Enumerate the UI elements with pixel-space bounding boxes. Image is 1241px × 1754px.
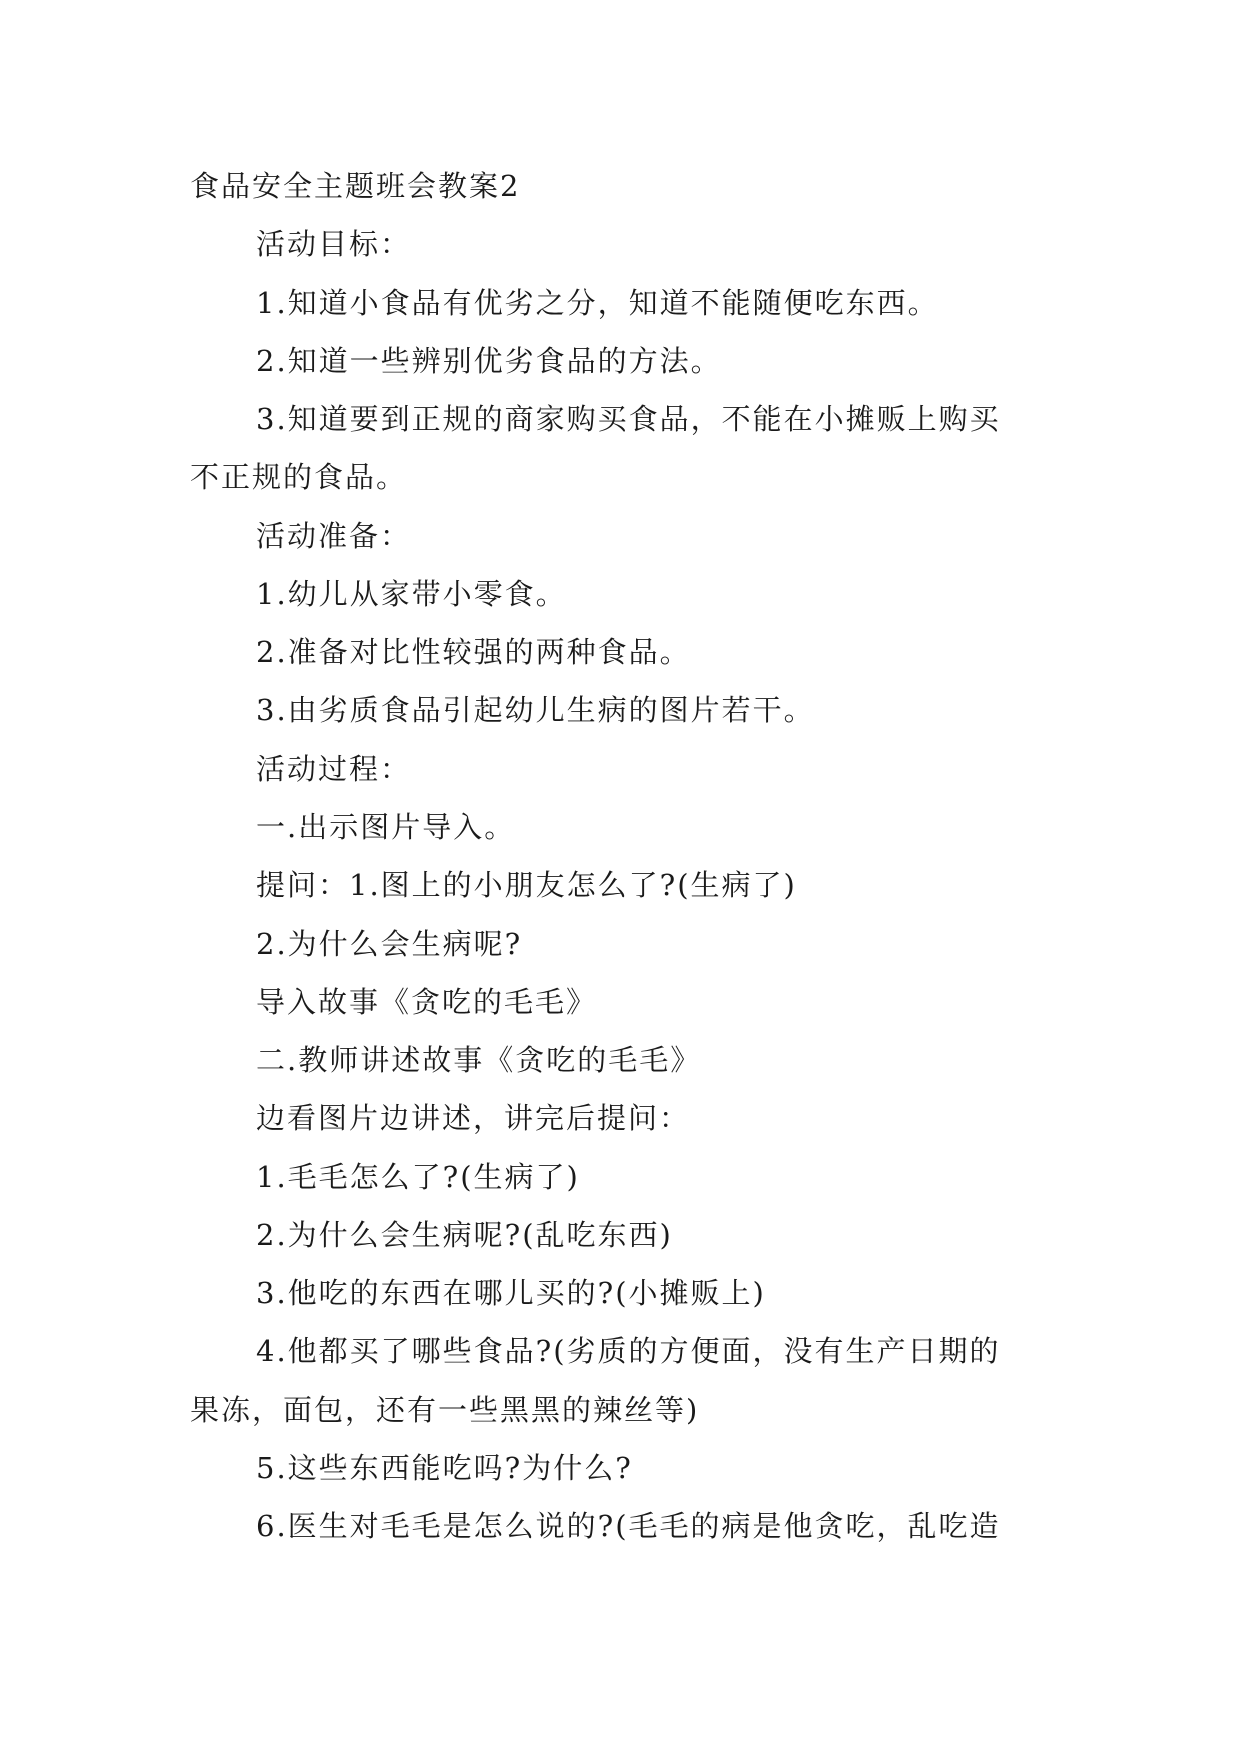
list-item: 2.准备对比性较强的两种食品。 [256, 635, 691, 669]
section-heading: 活动目标： [256, 227, 412, 261]
list-item-continuation: 不正规的食品。 [190, 460, 408, 494]
paragraph-line: 边看图片边讲述，讲完后提问： [256, 1101, 691, 1135]
list-item: 1.知道小食品有优劣之分，知道不能随便吃东西。 [256, 286, 939, 320]
question-line: 2.为什么会生病呢? [256, 927, 523, 961]
list-item: 3.知道要到正规的商家购买食品，不能在小摊贩上购买 [256, 402, 1001, 436]
step-heading: 二.教师讲述故事《贪吃的毛毛》 [256, 1043, 702, 1077]
step-heading: 一.出示图片导入。 [256, 810, 516, 844]
section-heading: 活动准备： [256, 519, 412, 553]
question-line-continuation: 果冻，面包，还有一些黑黑的辣丝等) [190, 1393, 700, 1427]
list-item: 2.知道一些辨别优劣食品的方法。 [256, 344, 722, 378]
paragraph-line: 导入故事《贪吃的毛毛》 [256, 985, 598, 1019]
document-title: 食品安全主题班会教案2 [190, 169, 521, 203]
question-line: 3.他吃的东西在哪儿买的?(小摊贩上) [256, 1276, 766, 1310]
question-line: 4.他都买了哪些食品?(劣质的方便面，没有生产日期的 [256, 1334, 1001, 1368]
question-line: 2.为什么会生病呢?(乱吃东西) [256, 1218, 673, 1252]
section-heading: 活动过程： [256, 752, 412, 786]
question-line: 1.毛毛怎么了?(生病了) [256, 1160, 580, 1194]
question-line: 6.医生对毛毛是怎么说的?(毛毛的病是他贪吃，乱吃造 [256, 1509, 1001, 1543]
list-item: 1.幼儿从家带小零食。 [256, 577, 567, 611]
question-line: 5.这些东西能吃吗?为什么? [256, 1451, 633, 1485]
list-item: 3.由劣质食品引起幼儿生病的图片若干。 [256, 693, 815, 727]
question-line: 提问：1.图上的小朋友怎么了?(生病了) [256, 868, 797, 902]
